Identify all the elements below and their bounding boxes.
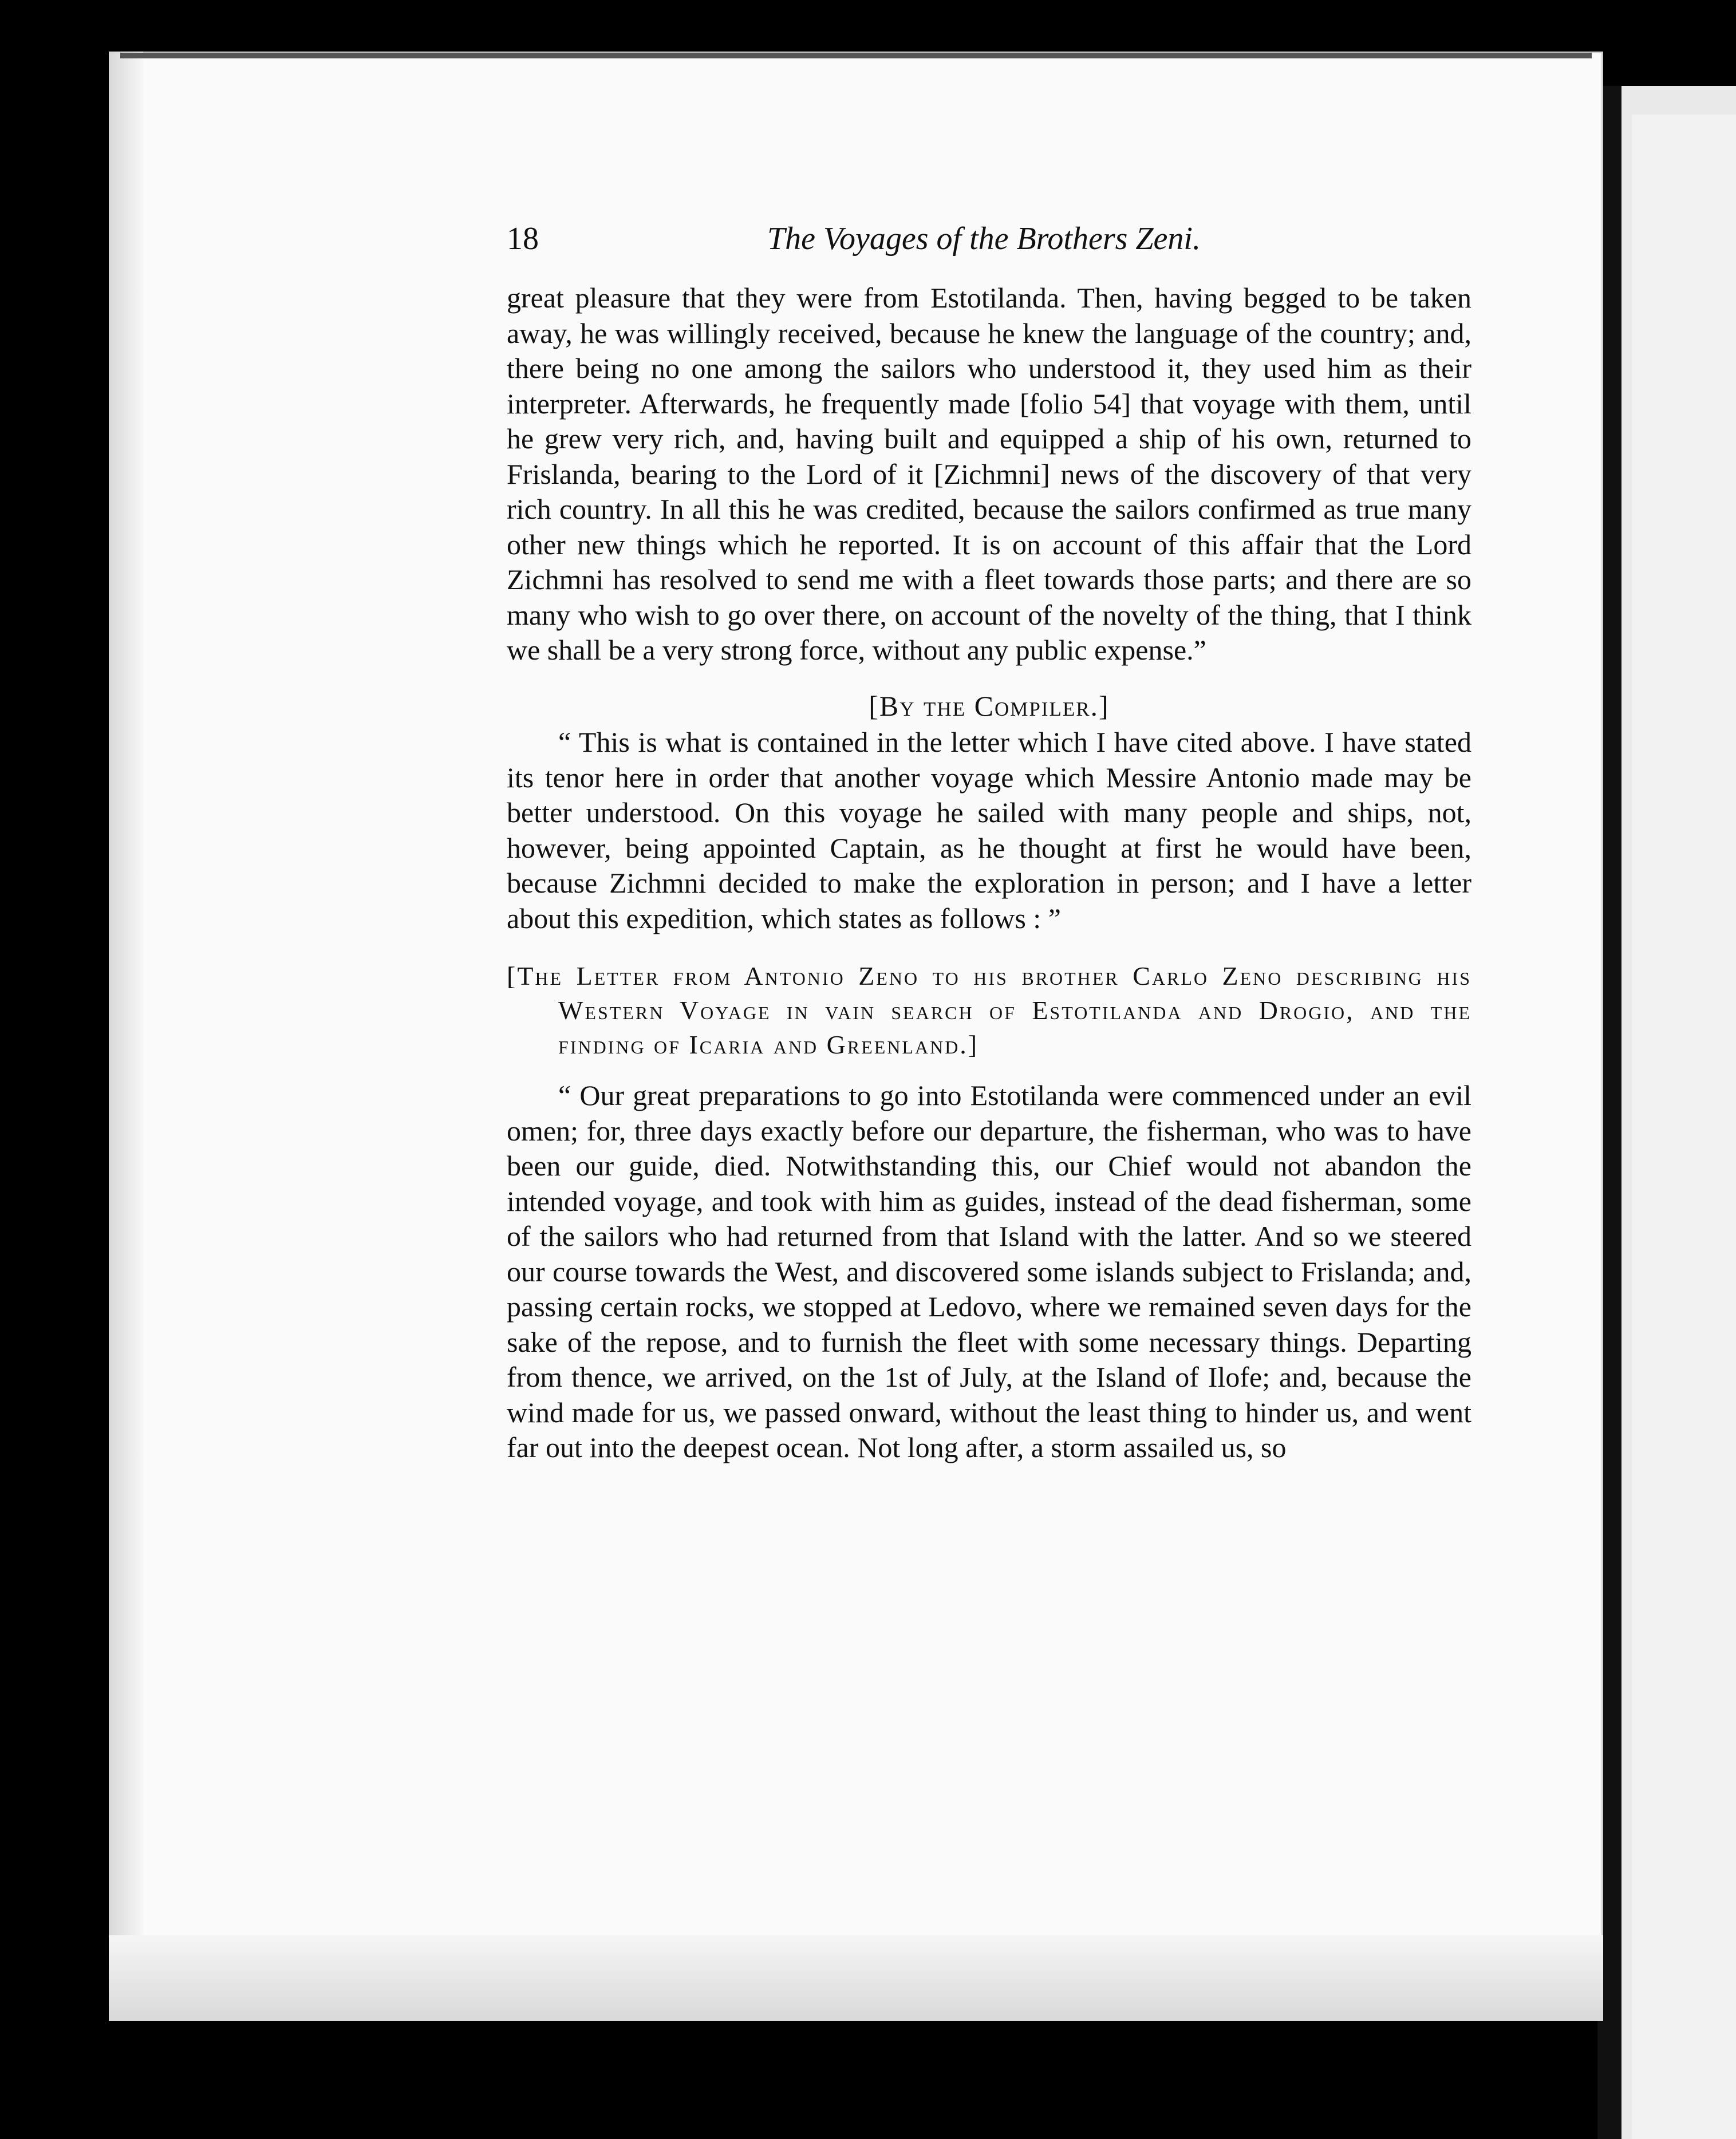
page-bottom-edge bbox=[109, 1935, 1603, 2021]
paragraph-continuation: great pleasure that they were from Estotilanda. Then, having begged to be taken away, he was willingly received, because he knew the language of the country; and, there being no one among the sailors who understood it, they used him as their interpreter. Afterwards, he frequently made [folio 54] that voyage with them, until he grew very rich, and, having built and equipped a ship of his own, returned to Frislanda, bearing to the Lord of it [Zichmni] news of the discovery of that very rich country. In all this he was credited, because the sailors confirmed as true many other new things which he reported. It is on account of this affair that the Lord Zichmni has resolved to send me with a fleet towards those parts; and there are so many who wish to go over there, on account of the novelty of the thing, that I think we shall be a very strong force, without any public expense.” bbox=[507, 282, 1471, 666]
paragraph-letter-body: “ Our great preparations to go into Estotilanda were commenced under an evil omen; for, three days exactly before our departure, the fisherman, who was to have been our guide, died. Notwithstanding this, our Chief would not abandon the intended voyage, and took with him as guides, instead of the dead fisherman, some of the sailors who had returned from that Island with the latter. And so we steered our course towards the West, and discovered some islands subject to Frislanda; and, passing certain rocks, we stopped at Ledovo, where we remained seven days for the sake of the repose, and to furnish the fleet with some necessary things. Departing from thence, we arrived, on the 1st of July, at the Island of Ilofe; and, because the wind made for us, we passed onward, without the least thing to hinder us, and went far out into the deepest ocean. Not long after, a storm assailed us, so bbox=[507, 1079, 1471, 1463]
adjacent-page-surface bbox=[1632, 115, 1736, 2139]
running-title: The Voyages of the Brothers Zeni. bbox=[767, 221, 1201, 256]
letter-heading: [The Letter from Antonio Zeno to his brother Carlo Zeno describing his Western Voyage in vain search of Estotilanda and Drogio, and the finding of Icaria and Greenland.] bbox=[507, 961, 1471, 1059]
page-number: 18 bbox=[507, 221, 539, 256]
compiler-heading: [By the Compiler.] bbox=[869, 689, 1110, 722]
running-head bbox=[507, 220, 1471, 266]
paragraph-compiler-note: “ This is what is contained in the letter which I have cited above. I have stated its tenor here in order that another voyage which Messire Antonio made may be better understood. On this voyage he sailed with many people and ships, not, however, being appointed Captain, as he thought at first he would have been, because Zichmni decided to make the exploration in person; and I have a letter about this expedition, which states as follows : ” bbox=[507, 726, 1471, 934]
page-top-edge bbox=[120, 53, 1592, 58]
body-text bbox=[507, 281, 1471, 1466]
page-fold-shadow bbox=[109, 52, 143, 2015]
